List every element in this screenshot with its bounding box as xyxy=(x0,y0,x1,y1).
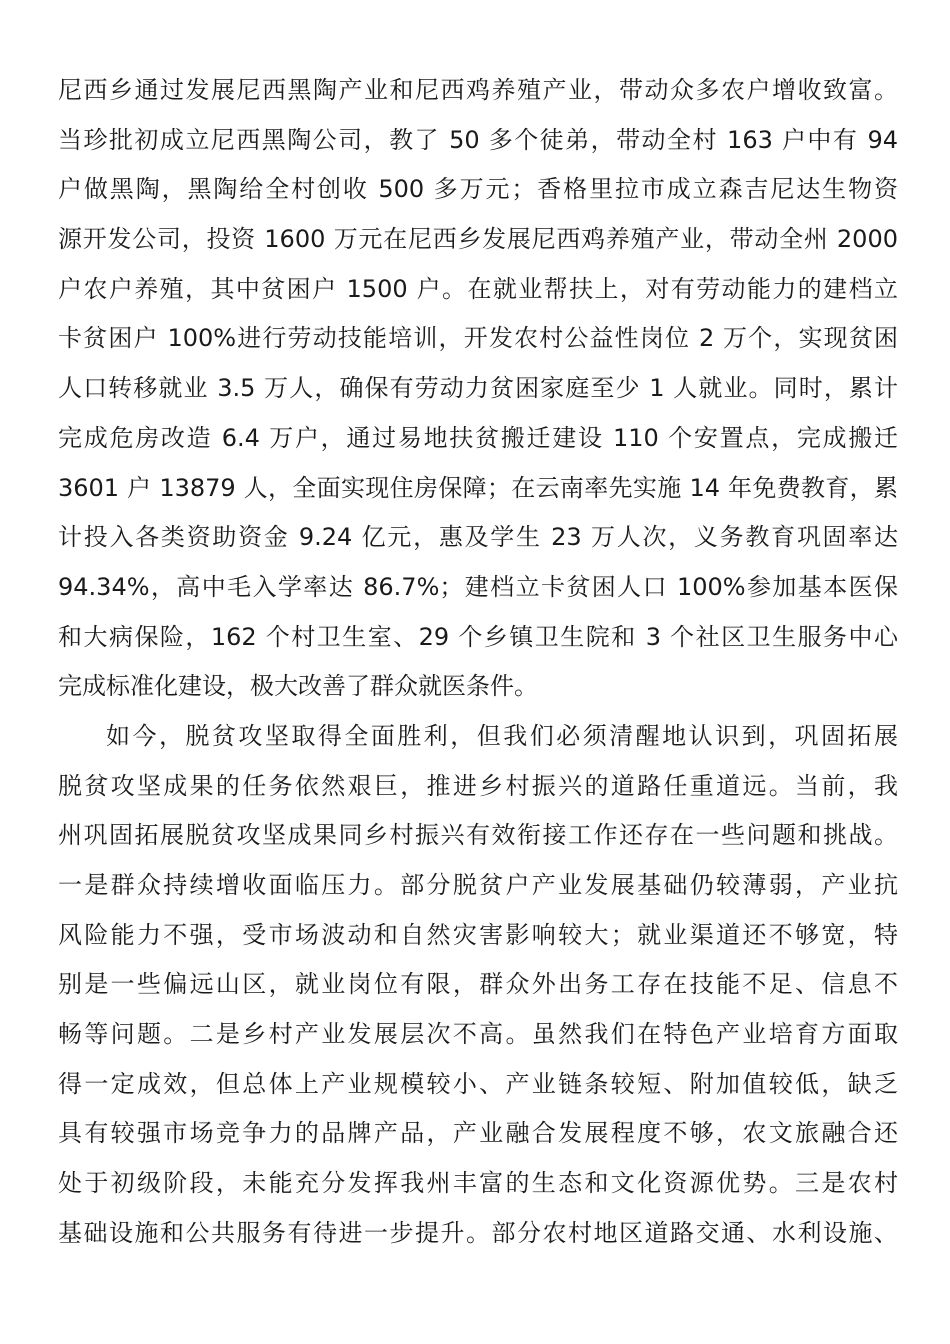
text-line: 处于初级阶段，未能充分发挥我州丰富的生态和文化资源优势。三是农村 xyxy=(58,1169,898,1198)
text-line: 脱贫攻坚成果的任务依然艰巨，推进乡村振兴的道路任重道远。当前，我 xyxy=(58,771,898,800)
text-line: 户农户养殖，其中贫困户 1500 户。在就业帮扶上，对有劳动能力的建档立 xyxy=(58,274,898,303)
text-line: 畅等问题。二是乡村产业发展层次不高。虽然我们在特色产业培育方面取 xyxy=(58,1020,898,1049)
paragraph-2 xyxy=(58,712,898,1259)
text-line: 别是一些偏远山区，就业岗位有限，群众外出务工存在技能不足、信息不 xyxy=(58,970,898,999)
text-line: 具有较强市场竞争力的品牌产品，产业融合发展程度不够，农文旅融合还 xyxy=(58,1119,898,1148)
text-line: 卡贫困户 100%进行劳动技能培训，开发农村公益性岗位 2 万个，实现贫困 xyxy=(58,324,898,353)
text-line: 户做黑陶，黑陶给全村创收 500 多万元；香格里拉市成立森吉尼达生物资 xyxy=(58,175,898,204)
text-line: 得一定成效，但总体上产业规模较小、产业链条较短、附加值较低，缺乏 xyxy=(58,1069,898,1098)
text-line: 一是群众持续增收面临压力。部分脱贫户产业发展基础仍较薄弱，产业抗 xyxy=(58,871,898,899)
text-line: 州巩固拓展脱贫攻坚成果同乡村振兴有效衔接工作还存在一些问题和挑战。 xyxy=(58,821,898,850)
text-line: 尼西乡通过发展尼西黑陶产业和尼西鸡养殖产业，带动众多农户增收致富。 xyxy=(58,76,898,104)
text-line: 3601 户 13879 人，全面实现住房保障；在云南率先实施 14 年免费教育，累 xyxy=(58,473,898,502)
text-line: 和大病保险，162 个村卫生室、29 个乡镇卫生院和 3 个社区卫生服务中心 xyxy=(58,622,898,651)
paragraph-1 xyxy=(58,66,898,712)
text-line: 94.34%，高中毛入学率达 86.7%；建档立卡贫困人口 100%参加基本医保 xyxy=(58,572,898,601)
text-line: 完成标准化建设，极大改善了群众就医条件。 xyxy=(58,672,538,701)
text-line: 计投入各类资助资金 9.24 亿元，惠及学生 23 万人次，义务教育巩固率达 xyxy=(58,523,898,552)
text-line: 人口转移就业 3.5 万人，确保有劳动力贫困家庭至少 1 人就业。同时，累计 xyxy=(58,374,898,403)
text-line: 完成危房改造 6.4 万户，通过易地扶贫搬迁建设 110 个安置点，完成搬迁 xyxy=(58,423,898,452)
text-line: 当珍批初成立尼西黑陶公司，教了 50 多个徒弟，带动全村 163 户中有 94 xyxy=(58,125,898,154)
text-line: 源开发公司，投资 1600 万元在尼西乡发展尼西鸡养殖产业，带动全州 2000 xyxy=(58,225,898,254)
text-line: 基础设施和公共服务有待进一步提升。部分农村地区道路交通、水利设施、 xyxy=(58,1218,898,1247)
document-body xyxy=(58,66,898,1259)
text-line: 如今，脱贫攻坚取得全面胜利，但我们必须清醒地认识到，巩固拓展 xyxy=(106,721,898,750)
text-line: 风险能力不强，受市场波动和自然灾害影响较大；就业渠道还不够宽，特 xyxy=(58,920,898,949)
